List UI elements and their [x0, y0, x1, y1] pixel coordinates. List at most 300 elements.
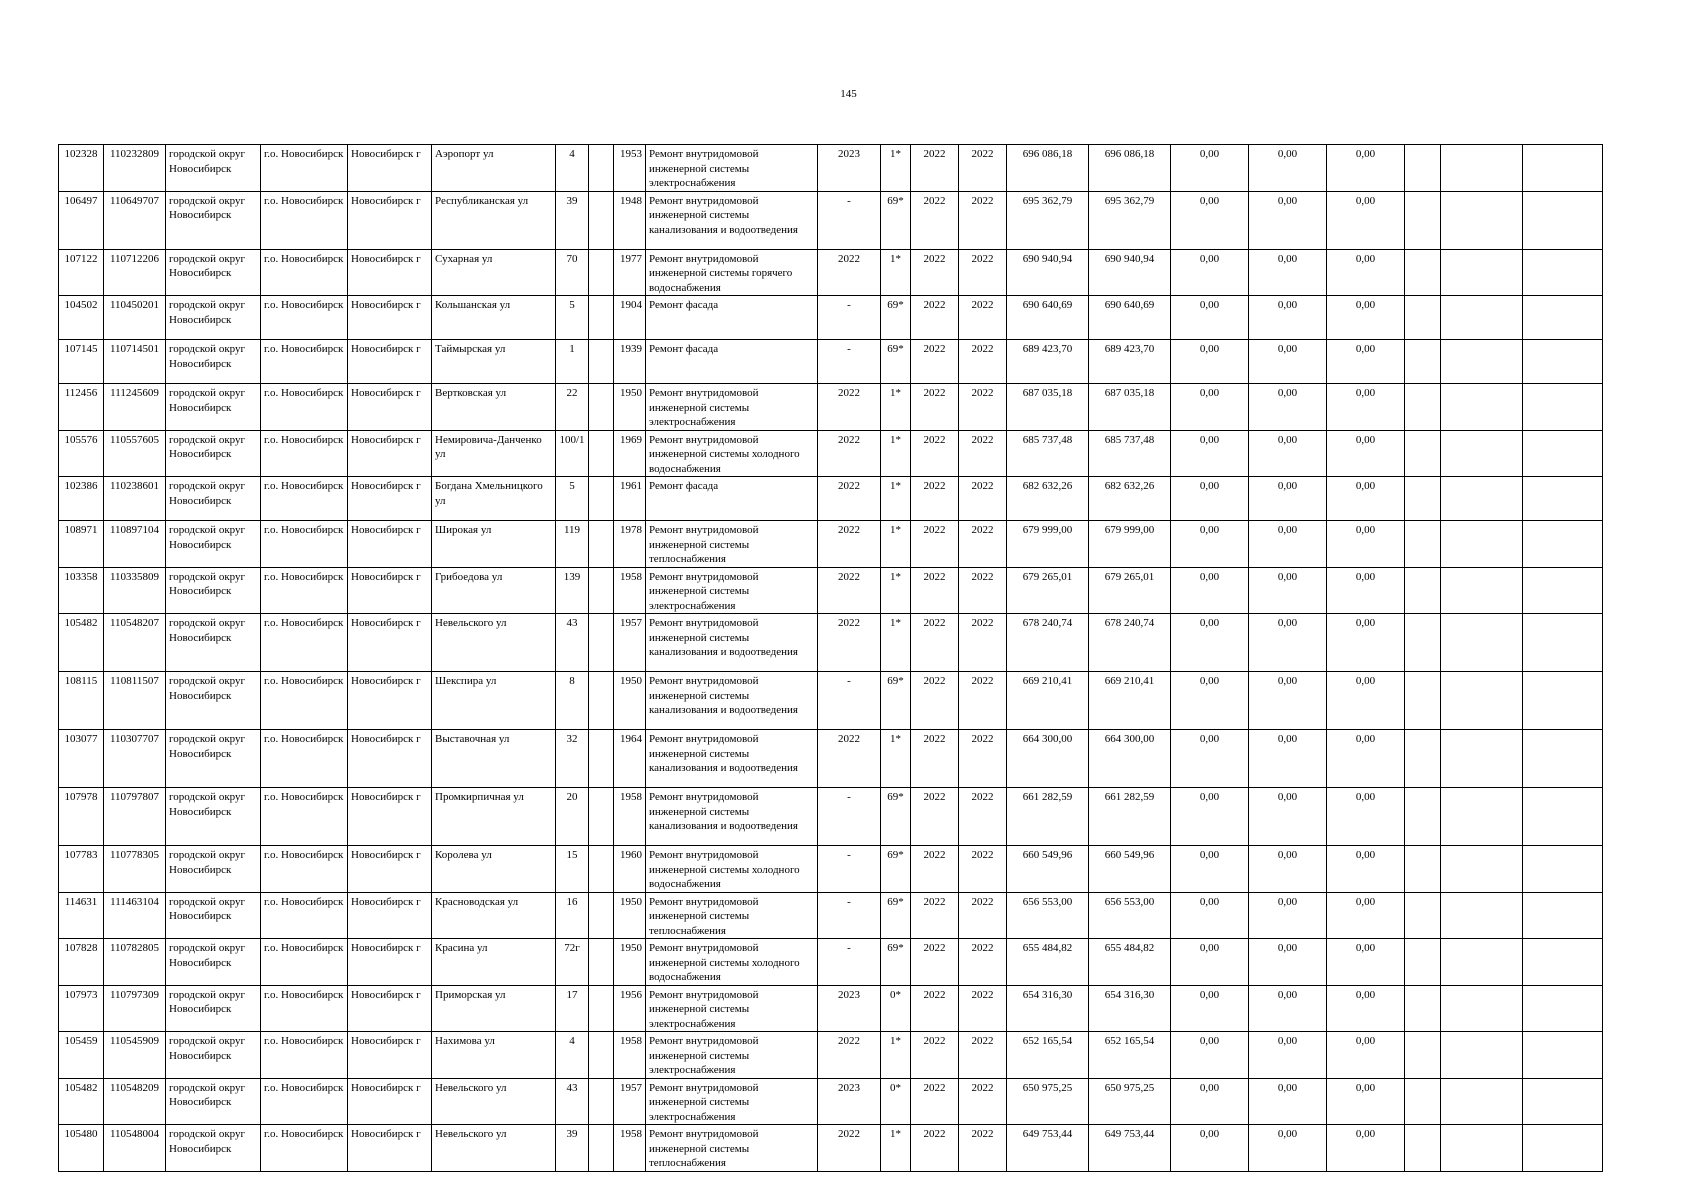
cell-plan-end: 2022 — [959, 340, 1007, 384]
cell-value-1: 0,00 — [1171, 1125, 1249, 1172]
cell-empty-1 — [1405, 1032, 1441, 1079]
cell-year-last: 2022 — [818, 477, 881, 521]
cell-code: 110712206 — [104, 249, 166, 296]
cell-year-built: 1958 — [614, 1032, 646, 1079]
cell-value-3: 0,00 — [1327, 340, 1405, 384]
cell-go: г.о. Новосибирск — [261, 249, 348, 296]
cell-flag: 1* — [881, 1125, 911, 1172]
cell-value-3: 0,00 — [1327, 788, 1405, 846]
cell-flag: 69* — [881, 788, 911, 846]
cell-cost-fund: 695 362,79 — [1089, 191, 1171, 249]
cell-building — [589, 430, 614, 477]
cell-year-last: 2022 — [818, 384, 881, 431]
cell-id: 108971 — [59, 521, 104, 568]
cell-code: 110797309 — [104, 985, 166, 1032]
table-row — [59, 939, 1603, 986]
cell-plan-end: 2022 — [959, 521, 1007, 568]
cell-building — [589, 730, 614, 788]
cell-value-2: 0,00 — [1249, 614, 1327, 672]
cell-year-last: 2022 — [818, 1032, 881, 1079]
cell-flag: 1* — [881, 477, 911, 521]
cell-plan-start: 2022 — [911, 939, 959, 986]
cell-city: Новосибирск г — [348, 296, 432, 340]
table-row — [59, 567, 1603, 614]
cell-building — [589, 567, 614, 614]
cell-house: 1 — [556, 340, 589, 384]
cell-street: Широкая ул — [432, 521, 556, 568]
cell-work-type: Ремонт внутридомовой инженерной системы электроснабжения — [646, 1032, 818, 1079]
cell-cost-total: 652 165,54 — [1007, 1032, 1089, 1079]
cell-id: 107122 — [59, 249, 104, 296]
cell-value-1: 0,00 — [1171, 477, 1249, 521]
cell-plan-end: 2022 — [959, 249, 1007, 296]
cell-go: г.о. Новосибирск — [261, 191, 348, 249]
cell-id: 107145 — [59, 340, 104, 384]
cell-id: 107783 — [59, 846, 104, 893]
cell-id: 103077 — [59, 730, 104, 788]
cell-go: г.о. Новосибирск — [261, 1032, 348, 1079]
cell-empty-3 — [1523, 730, 1603, 788]
cell-flag: 69* — [881, 296, 911, 340]
cell-empty-2 — [1441, 730, 1523, 788]
cell-flag: 69* — [881, 846, 911, 893]
cell-code: 110335809 — [104, 567, 166, 614]
table-row — [59, 521, 1603, 568]
cell-empty-1 — [1405, 567, 1441, 614]
cell-empty-2 — [1441, 1125, 1523, 1172]
cell-empty-1 — [1405, 846, 1441, 893]
cell-building — [589, 788, 614, 846]
cell-year-built: 1957 — [614, 614, 646, 672]
cell-building — [589, 985, 614, 1032]
cell-year-last: - — [818, 788, 881, 846]
cell-plan-start: 2022 — [911, 846, 959, 893]
cell-street: Богдана Хмельницкого ул — [432, 477, 556, 521]
cell-value-3: 0,00 — [1327, 384, 1405, 431]
cell-work-type: Ремонт фасада — [646, 477, 818, 521]
cell-value-3: 0,00 — [1327, 985, 1405, 1032]
cell-cost-fund: 652 165,54 — [1089, 1032, 1171, 1079]
cell-empty-1 — [1405, 296, 1441, 340]
cell-flag: 1* — [881, 614, 911, 672]
cell-city: Новосибирск г — [348, 145, 432, 192]
cell-house: 16 — [556, 892, 589, 939]
cell-empty-2 — [1441, 384, 1523, 431]
cell-city: Новосибирск г — [348, 1032, 432, 1079]
cell-empty-2 — [1441, 191, 1523, 249]
cell-value-2: 0,00 — [1249, 892, 1327, 939]
cell-code: 110797807 — [104, 788, 166, 846]
cell-house: 4 — [556, 1032, 589, 1079]
cell-plan-end: 2022 — [959, 1032, 1007, 1079]
cell-value-3: 0,00 — [1327, 521, 1405, 568]
cell-work-type: Ремонт внутридомовой инженерной системы канализования и водоотведения — [646, 730, 818, 788]
cell-flag: 1* — [881, 145, 911, 192]
cell-year-last: - — [818, 939, 881, 986]
cell-value-3: 0,00 — [1327, 1078, 1405, 1125]
cell-id: 105482 — [59, 1078, 104, 1125]
cell-value-2: 0,00 — [1249, 145, 1327, 192]
cell-empty-3 — [1523, 1078, 1603, 1125]
cell-value-2: 0,00 — [1249, 1032, 1327, 1079]
cell-cost-fund: 685 737,48 — [1089, 430, 1171, 477]
cell-year-built: 1958 — [614, 788, 646, 846]
cell-city: Новосибирск г — [348, 249, 432, 296]
table-body — [59, 145, 1603, 1172]
cell-year-built: 1953 — [614, 145, 646, 192]
cell-value-3: 0,00 — [1327, 477, 1405, 521]
cell-cost-total: 650 975,25 — [1007, 1078, 1089, 1125]
cell-year-built: 1964 — [614, 730, 646, 788]
cell-cost-total: 661 282,59 — [1007, 788, 1089, 846]
cell-value-2: 0,00 — [1249, 1078, 1327, 1125]
cell-value-3: 0,00 — [1327, 672, 1405, 730]
cell-street: Нахимова ул — [432, 1032, 556, 1079]
cell-empty-1 — [1405, 892, 1441, 939]
cell-code: 111245609 — [104, 384, 166, 431]
cell-cost-total: 678 240,74 — [1007, 614, 1089, 672]
cell-go: г.о. Новосибирск — [261, 145, 348, 192]
cell-street: Шекспира ул — [432, 672, 556, 730]
cell-district: городской округ Новосибирск — [166, 430, 261, 477]
cell-plan-start: 2022 — [911, 672, 959, 730]
cell-flag: 0* — [881, 1078, 911, 1125]
cell-cost-fund: 661 282,59 — [1089, 788, 1171, 846]
cell-city: Новосибирск г — [348, 477, 432, 521]
cell-empty-1 — [1405, 985, 1441, 1032]
cell-empty-2 — [1441, 892, 1523, 939]
cell-value-3: 0,00 — [1327, 567, 1405, 614]
cell-house: 20 — [556, 788, 589, 846]
cell-go: г.о. Новосибирск — [261, 846, 348, 893]
cell-go: г.о. Новосибирск — [261, 730, 348, 788]
table-row — [59, 477, 1603, 521]
cell-plan-end: 2022 — [959, 384, 1007, 431]
cell-city: Новосибирск г — [348, 846, 432, 893]
table-row — [59, 340, 1603, 384]
cell-year-built: 1958 — [614, 1125, 646, 1172]
cell-work-type: Ремонт внутридомовой инженерной системы электроснабжения — [646, 145, 818, 192]
cell-district: городской округ Новосибирск — [166, 145, 261, 192]
cell-city: Новосибирск г — [348, 521, 432, 568]
cell-work-type: Ремонт внутридомовой инженерной системы канализования и водоотведения — [646, 191, 818, 249]
cell-value-1: 0,00 — [1171, 846, 1249, 893]
page-number: 145 — [840, 88, 857, 100]
table-row — [59, 384, 1603, 431]
cell-district: городской округ Новосибирск — [166, 296, 261, 340]
cell-id: 112456 — [59, 384, 104, 431]
cell-city: Новосибирск г — [348, 730, 432, 788]
cell-empty-1 — [1405, 521, 1441, 568]
cell-empty-3 — [1523, 939, 1603, 986]
cell-empty-2 — [1441, 296, 1523, 340]
cell-street: Приморская ул — [432, 985, 556, 1032]
cell-id: 105482 — [59, 614, 104, 672]
cell-year-built: 1950 — [614, 939, 646, 986]
cell-house: 4 — [556, 145, 589, 192]
cell-district: городской округ Новосибирск — [166, 249, 261, 296]
cell-cost-fund: 669 210,41 — [1089, 672, 1171, 730]
cell-work-type: Ремонт внутридомовой инженерной системы канализования и водоотведения — [646, 672, 818, 730]
cell-value-1: 0,00 — [1171, 521, 1249, 568]
cell-building — [589, 477, 614, 521]
cell-flag: 1* — [881, 430, 911, 477]
cell-work-type: Ремонт внутридомовой инженерной системы электроснабжения — [646, 1078, 818, 1125]
cell-district: городской округ Новосибирск — [166, 892, 261, 939]
cell-cost-total: 654 316,30 — [1007, 985, 1089, 1032]
cell-work-type: Ремонт внутридомовой инженерной системы холодного водоснабжения — [646, 846, 818, 893]
cell-id: 107828 — [59, 939, 104, 986]
cell-street: Королева ул — [432, 846, 556, 893]
cell-city: Новосибирск г — [348, 1125, 432, 1172]
cell-flag: 69* — [881, 939, 911, 986]
table-row — [59, 1078, 1603, 1125]
cell-city: Новосибирск г — [348, 939, 432, 986]
cell-value-1: 0,00 — [1171, 296, 1249, 340]
cell-empty-1 — [1405, 430, 1441, 477]
cell-building — [589, 1032, 614, 1079]
cell-house: 139 — [556, 567, 589, 614]
cell-cost-total: 660 549,96 — [1007, 846, 1089, 893]
cell-house: 15 — [556, 846, 589, 893]
table-row — [59, 191, 1603, 249]
cell-building — [589, 1125, 614, 1172]
cell-cost-total: 679 999,00 — [1007, 521, 1089, 568]
cell-building — [589, 672, 614, 730]
cell-flag: 1* — [881, 1032, 911, 1079]
cell-cost-total: 689 423,70 — [1007, 340, 1089, 384]
cell-cost-fund: 660 549,96 — [1089, 846, 1171, 893]
cell-code: 110238601 — [104, 477, 166, 521]
cell-plan-start: 2022 — [911, 985, 959, 1032]
cell-work-type: Ремонт внутридомовой инженерной системы электроснабжения — [646, 384, 818, 431]
cell-empty-3 — [1523, 430, 1603, 477]
cell-go: г.о. Новосибирск — [261, 296, 348, 340]
cell-district: городской округ Новосибирск — [166, 384, 261, 431]
cell-cost-total: 696 086,18 — [1007, 145, 1089, 192]
cell-district: городской округ Новосибирск — [166, 521, 261, 568]
cell-work-type: Ремонт внутридомовой инженерной системы теплоснабжения — [646, 892, 818, 939]
cell-cost-fund: 687 035,18 — [1089, 384, 1171, 431]
cell-year-built: 1978 — [614, 521, 646, 568]
cell-empty-1 — [1405, 1078, 1441, 1125]
cell-empty-2 — [1441, 521, 1523, 568]
cell-house: 43 — [556, 614, 589, 672]
cell-value-2: 0,00 — [1249, 191, 1327, 249]
table-row — [59, 296, 1603, 340]
cell-code: 110897104 — [104, 521, 166, 568]
cell-building — [589, 939, 614, 986]
cell-empty-3 — [1523, 384, 1603, 431]
cell-district: городской округ Новосибирск — [166, 1032, 261, 1079]
cell-empty-3 — [1523, 249, 1603, 296]
cell-flag: 1* — [881, 384, 911, 431]
cell-go: г.о. Новосибирск — [261, 672, 348, 730]
cell-house: 32 — [556, 730, 589, 788]
cell-empty-2 — [1441, 567, 1523, 614]
table-row — [59, 672, 1603, 730]
cell-house: 39 — [556, 191, 589, 249]
cell-cost-total: 682 632,26 — [1007, 477, 1089, 521]
cell-city: Новосибирск г — [348, 614, 432, 672]
cell-code: 111463104 — [104, 892, 166, 939]
cell-building — [589, 614, 614, 672]
cell-value-2: 0,00 — [1249, 567, 1327, 614]
cell-year-last: - — [818, 892, 881, 939]
cell-value-3: 0,00 — [1327, 892, 1405, 939]
cell-city: Новосибирск г — [348, 985, 432, 1032]
cell-id: 107978 — [59, 788, 104, 846]
cell-cost-fund: 664 300,00 — [1089, 730, 1171, 788]
cell-value-1: 0,00 — [1171, 985, 1249, 1032]
cell-empty-1 — [1405, 1125, 1441, 1172]
cell-district: городской округ Новосибирск — [166, 191, 261, 249]
cell-cost-total: 649 753,44 — [1007, 1125, 1089, 1172]
cell-street: Невельского ул — [432, 614, 556, 672]
cell-house: 72г — [556, 939, 589, 986]
cell-cost-total: 655 484,82 — [1007, 939, 1089, 986]
cell-value-3: 0,00 — [1327, 249, 1405, 296]
cell-value-2: 0,00 — [1249, 672, 1327, 730]
cell-street: Республиканская ул — [432, 191, 556, 249]
cell-code: 110548209 — [104, 1078, 166, 1125]
cell-year-last: 2022 — [818, 430, 881, 477]
cell-cost-total: 679 265,01 — [1007, 567, 1089, 614]
cell-empty-1 — [1405, 340, 1441, 384]
cell-empty-1 — [1405, 249, 1441, 296]
cell-district: городской округ Новосибирск — [166, 846, 261, 893]
table-row — [59, 892, 1603, 939]
cell-building — [589, 296, 614, 340]
cell-house: 17 — [556, 985, 589, 1032]
cell-street: Невельского ул — [432, 1078, 556, 1125]
cell-value-3: 0,00 — [1327, 614, 1405, 672]
cell-flag: 1* — [881, 730, 911, 788]
cell-empty-3 — [1523, 788, 1603, 846]
cell-empty-2 — [1441, 430, 1523, 477]
cell-cost-total: 695 362,79 — [1007, 191, 1089, 249]
cell-flag: 0* — [881, 985, 911, 1032]
cell-empty-2 — [1441, 614, 1523, 672]
cell-go: г.о. Новосибирск — [261, 477, 348, 521]
cell-city: Новосибирск г — [348, 892, 432, 939]
cell-cost-fund: 689 423,70 — [1089, 340, 1171, 384]
cell-building — [589, 191, 614, 249]
cell-value-1: 0,00 — [1171, 892, 1249, 939]
cell-work-type: Ремонт внутридомовой инженерной системы канализования и водоотведения — [646, 614, 818, 672]
cell-value-1: 0,00 — [1171, 614, 1249, 672]
cell-empty-3 — [1523, 567, 1603, 614]
table-row — [59, 788, 1603, 846]
cell-district: городской округ Новосибирск — [166, 340, 261, 384]
cell-value-1: 0,00 — [1171, 430, 1249, 477]
cell-flag: 69* — [881, 340, 911, 384]
cell-cost-total: 656 553,00 — [1007, 892, 1089, 939]
cell-house: 119 — [556, 521, 589, 568]
cell-year-last: - — [818, 296, 881, 340]
cell-work-type: Ремонт внутридомовой инженерной системы холодного водоснабжения — [646, 939, 818, 986]
cell-value-2: 0,00 — [1249, 939, 1327, 986]
repair-register-table — [58, 144, 1603, 1172]
cell-street: Таймырская ул — [432, 340, 556, 384]
cell-house: 5 — [556, 296, 589, 340]
cell-cost-fund: 656 553,00 — [1089, 892, 1171, 939]
cell-year-last: 2022 — [818, 567, 881, 614]
cell-house: 39 — [556, 1125, 589, 1172]
cell-value-2: 0,00 — [1249, 521, 1327, 568]
cell-value-3: 0,00 — [1327, 296, 1405, 340]
cell-id: 103358 — [59, 567, 104, 614]
cell-cost-fund: 696 086,18 — [1089, 145, 1171, 192]
cell-value-3: 0,00 — [1327, 846, 1405, 893]
cell-year-last: 2022 — [818, 614, 881, 672]
cell-value-3: 0,00 — [1327, 191, 1405, 249]
cell-code: 110714501 — [104, 340, 166, 384]
cell-value-1: 0,00 — [1171, 939, 1249, 986]
cell-house: 100/1 — [556, 430, 589, 477]
cell-year-built: 1939 — [614, 340, 646, 384]
cell-work-type: Ремонт внутридомовой инженерной системы горячего водоснабжения — [646, 249, 818, 296]
cell-plan-end: 2022 — [959, 477, 1007, 521]
cell-plan-start: 2022 — [911, 145, 959, 192]
cell-go: г.о. Новосибирск — [261, 340, 348, 384]
cell-go: г.о. Новосибирск — [261, 430, 348, 477]
cell-plan-end: 2022 — [959, 892, 1007, 939]
cell-go: г.о. Новосибирск — [261, 985, 348, 1032]
table-row — [59, 145, 1603, 192]
cell-value-2: 0,00 — [1249, 477, 1327, 521]
cell-street: Промкирпичная ул — [432, 788, 556, 846]
cell-id: 108115 — [59, 672, 104, 730]
cell-empty-1 — [1405, 614, 1441, 672]
cell-flag: 69* — [881, 672, 911, 730]
cell-year-last: 2022 — [818, 521, 881, 568]
cell-value-2: 0,00 — [1249, 730, 1327, 788]
cell-value-2: 0,00 — [1249, 249, 1327, 296]
cell-district: городской округ Новосибирск — [166, 788, 261, 846]
cell-plan-end: 2022 — [959, 1078, 1007, 1125]
cell-value-1: 0,00 — [1171, 249, 1249, 296]
cell-cost-fund: 690 640,69 — [1089, 296, 1171, 340]
cell-empty-3 — [1523, 985, 1603, 1032]
cell-code: 110450201 — [104, 296, 166, 340]
cell-empty-3 — [1523, 145, 1603, 192]
cell-street: Невельского ул — [432, 1125, 556, 1172]
cell-cost-fund: 650 975,25 — [1089, 1078, 1171, 1125]
cell-cost-fund: 678 240,74 — [1089, 614, 1171, 672]
cell-id: 105480 — [59, 1125, 104, 1172]
cell-cost-total: 690 940,94 — [1007, 249, 1089, 296]
cell-district: городской округ Новосибирск — [166, 939, 261, 986]
cell-code: 110548207 — [104, 614, 166, 672]
cell-street: Красина ул — [432, 939, 556, 986]
cell-empty-2 — [1441, 249, 1523, 296]
cell-street: Немировича-Данченко ул — [432, 430, 556, 477]
cell-street: Выставочная ул — [432, 730, 556, 788]
cell-value-1: 0,00 — [1171, 145, 1249, 192]
cell-plan-start: 2022 — [911, 296, 959, 340]
cell-work-type: Ремонт фасада — [646, 340, 818, 384]
cell-go: г.о. Новосибирск — [261, 567, 348, 614]
cell-city: Новосибирск г — [348, 788, 432, 846]
table-row — [59, 1125, 1603, 1172]
cell-work-type: Ремонт внутридомовой инженерной системы электроснабжения — [646, 985, 818, 1032]
cell-empty-1 — [1405, 384, 1441, 431]
cell-district: городской округ Новосибирск — [166, 477, 261, 521]
cell-plan-end: 2022 — [959, 614, 1007, 672]
cell-code: 110782805 — [104, 939, 166, 986]
cell-year-last: - — [818, 191, 881, 249]
